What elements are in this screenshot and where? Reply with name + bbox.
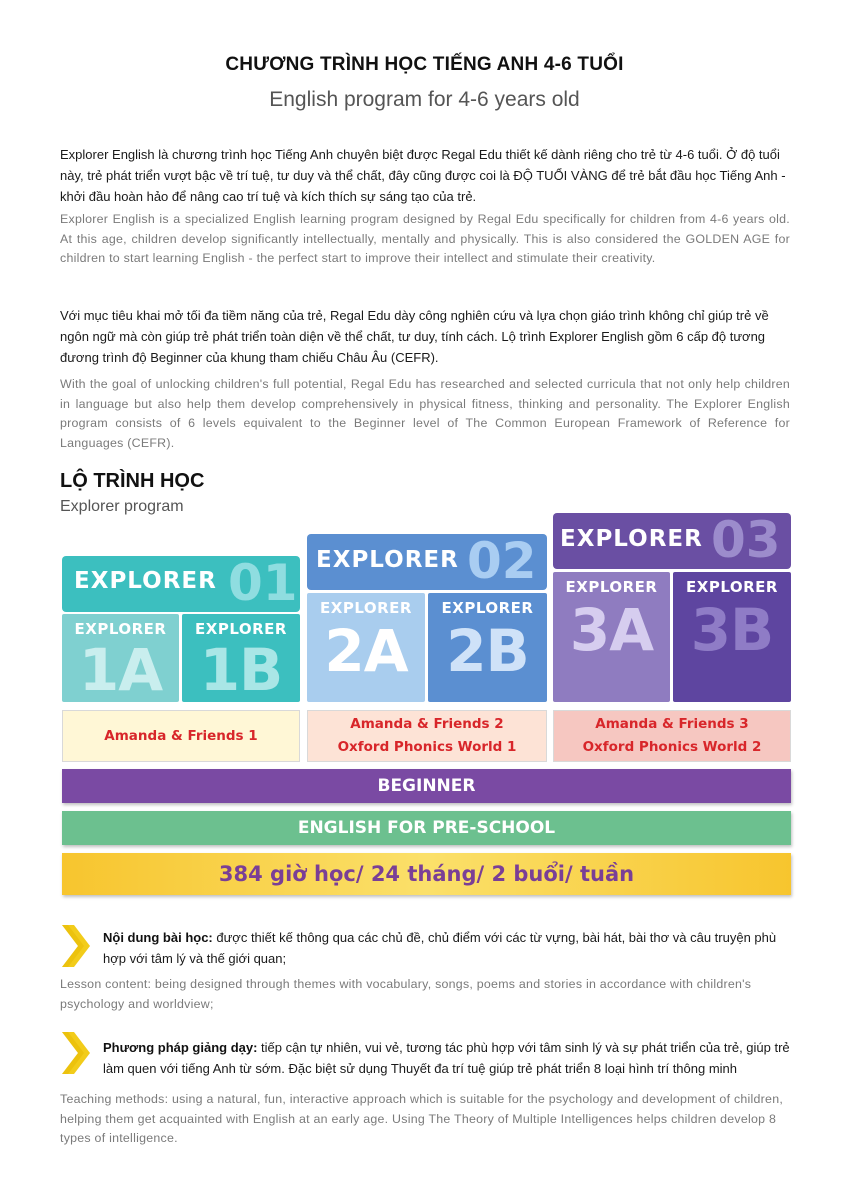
bullet-1-en: Lesson content: being designed through themes with vocabulary, songs, poems and stories in accordance with children's psychology and worldview; bbox=[60, 977, 752, 1011]
level-2b-code: 2B bbox=[446, 617, 529, 685]
level-2-books bbox=[307, 710, 547, 762]
level-1b-box bbox=[182, 614, 300, 702]
section-subtitle: Explorer program bbox=[60, 498, 184, 515]
section-title: LỘ TRÌNH HỌC bbox=[60, 470, 205, 492]
level-1-header bbox=[62, 556, 300, 612]
level-3-books bbox=[553, 710, 791, 762]
bullet-1-vi bbox=[103, 927, 793, 969]
level-1b-code: 1B bbox=[199, 636, 283, 704]
level-2a-code: 2A bbox=[324, 617, 408, 685]
level-2-header bbox=[307, 534, 547, 590]
bullet-2-label: Phương pháp giảng dạy: bbox=[103, 1040, 258, 1055]
bullet-1-text: được thiết kế thông qua các chủ đề, chủ điểm với các từ vựng, bài hát, bài thơ và câu truyện phù hợp với tâm lý và thế giới quan; bbox=[103, 930, 777, 966]
bullet-2-text: tiếp cận tự nhiên, vui vẻ, tương tác phù hợp với tâm sinh lý và sự phát triển của trẻ, giúp trẻ làm quen với tiếng Anh từ sớm. Đặc biệt sử dụng Thuyết đa trí tuệ giúp trẻ phát triển 8 loại hình trí thông minh bbox=[103, 1040, 790, 1076]
bullet-2-vi bbox=[103, 1037, 793, 1079]
page-title: CHƯƠNG TRÌNH HỌC TIẾNG ANH 4-6 TUỔI bbox=[225, 54, 624, 75]
level-3-book-1: Amanda & Friends 3 bbox=[595, 716, 749, 732]
level-1-number: 01 bbox=[228, 554, 298, 612]
chevron-right-icon bbox=[62, 925, 90, 967]
level-1a-box bbox=[62, 614, 179, 702]
intro-paragraph-2-en: With the goal of unlocking children's full potential, Regal Edu has researched and selected curricula that not only help children in language but also help them develop comprehensively in physical fitness, thinking and personality. The Explorer English program consists of 6 levels equivalent to the Beginner level of The Common European Framework of Reference for Languages (CEFR). bbox=[60, 377, 790, 450]
level-3b-box bbox=[673, 572, 791, 702]
preschool-bar: ENGLISH FOR PRE-SCHOOL bbox=[62, 811, 791, 845]
page-subtitle: English program for 4-6 years old bbox=[269, 88, 580, 111]
level-3-book-2: Oxford Phonics World 2 bbox=[582, 739, 762, 755]
intro-paragraph-2-vi: Với mục tiêu khai mở tối đa tiềm năng của trẻ, Regal Edu dày công nghiên cứu và lựa chọn giáo trình không chỉ giúp trẻ về ngôn ngữ mà còn giúp trẻ phát triển toàn diện về thể chất, tư duy, tính cách. Lộ trình Explorer English gồm 6 cấp độ tương đương trình độ Beginner của khung tham chiếu Châu Âu (CEFR). bbox=[60, 308, 769, 365]
level-2b-box bbox=[428, 593, 547, 702]
level-3-header bbox=[553, 513, 791, 569]
level-3b-code: 3B bbox=[690, 596, 774, 664]
level-1-books bbox=[62, 710, 300, 762]
level-3a-box bbox=[553, 572, 670, 702]
level-1a-code: 1A bbox=[78, 636, 163, 704]
level-3-header-label: EXPLORER bbox=[560, 526, 703, 552]
level-1-book-1: Amanda & Friends 1 bbox=[104, 728, 258, 744]
level-3a-code: 3A bbox=[569, 596, 654, 664]
bullet-2-en: Teaching methods: using a natural, fun, interactive approach which is suitable for the psychology and development of children, helping them get acquainted with English at an early age. Using The Theory of Multiple Intelligences helps children develop 8 types of intelligence. bbox=[60, 1092, 784, 1145]
level-2-book-2: Oxford Phonics World 1 bbox=[337, 739, 517, 755]
level-2-header-label: EXPLORER bbox=[316, 547, 459, 573]
level-3b-label: EXPLORER bbox=[686, 578, 778, 596]
level-2-number: 02 bbox=[467, 532, 537, 590]
chevron-right-icon bbox=[62, 1032, 90, 1074]
level-2a-box bbox=[307, 593, 425, 702]
level-2b-label: EXPLORER bbox=[441, 599, 534, 617]
level-2a-label: EXPLORER bbox=[320, 599, 412, 617]
level-3-number: 03 bbox=[711, 511, 781, 569]
beginner-bar: BEGINNER bbox=[62, 769, 791, 803]
level-3a-label: EXPLORER bbox=[565, 578, 658, 596]
level-1a-label: EXPLORER bbox=[74, 620, 167, 638]
level-1b-label: EXPLORER bbox=[195, 620, 287, 638]
intro-paragraph-1-vi: Explorer English là chương trình học Tiếng Anh chuyên biệt được Regal Edu thiết kế dành riêng cho trẻ từ 4-6 tuổi. Ở độ tuổi này, trẻ phát triển vượt bậc về trí tuệ, tư duy và thể chất, đây cũng được coi là ĐỘ TUỔI VÀNG để trẻ bắt đầu học Tiếng Anh - khởi đầu hoàn hảo để nâng cao trí tuệ và kích thích sự sáng tạo của trẻ. bbox=[60, 147, 786, 204]
level-2-book-1: Amanda & Friends 2 bbox=[350, 716, 504, 732]
hours-bar: 384 giờ học/ 24 tháng/ 2 buổi/ tuần bbox=[62, 853, 791, 895]
intro-paragraph-1-en: Explorer English is a specialized English learning program designed by Regal Edu specifically for children from 4-6 years old. At this age, children develop significantly intellectually, mentally and physically. This is also considered the GOLDEN AGE for children to start learning English - the perfect start to improve their intellect and stimulate their creativity. bbox=[60, 212, 790, 265]
bullet-1-label: Nội dung bài học: bbox=[103, 930, 213, 945]
level-1-header-label: EXPLORER bbox=[74, 568, 217, 594]
